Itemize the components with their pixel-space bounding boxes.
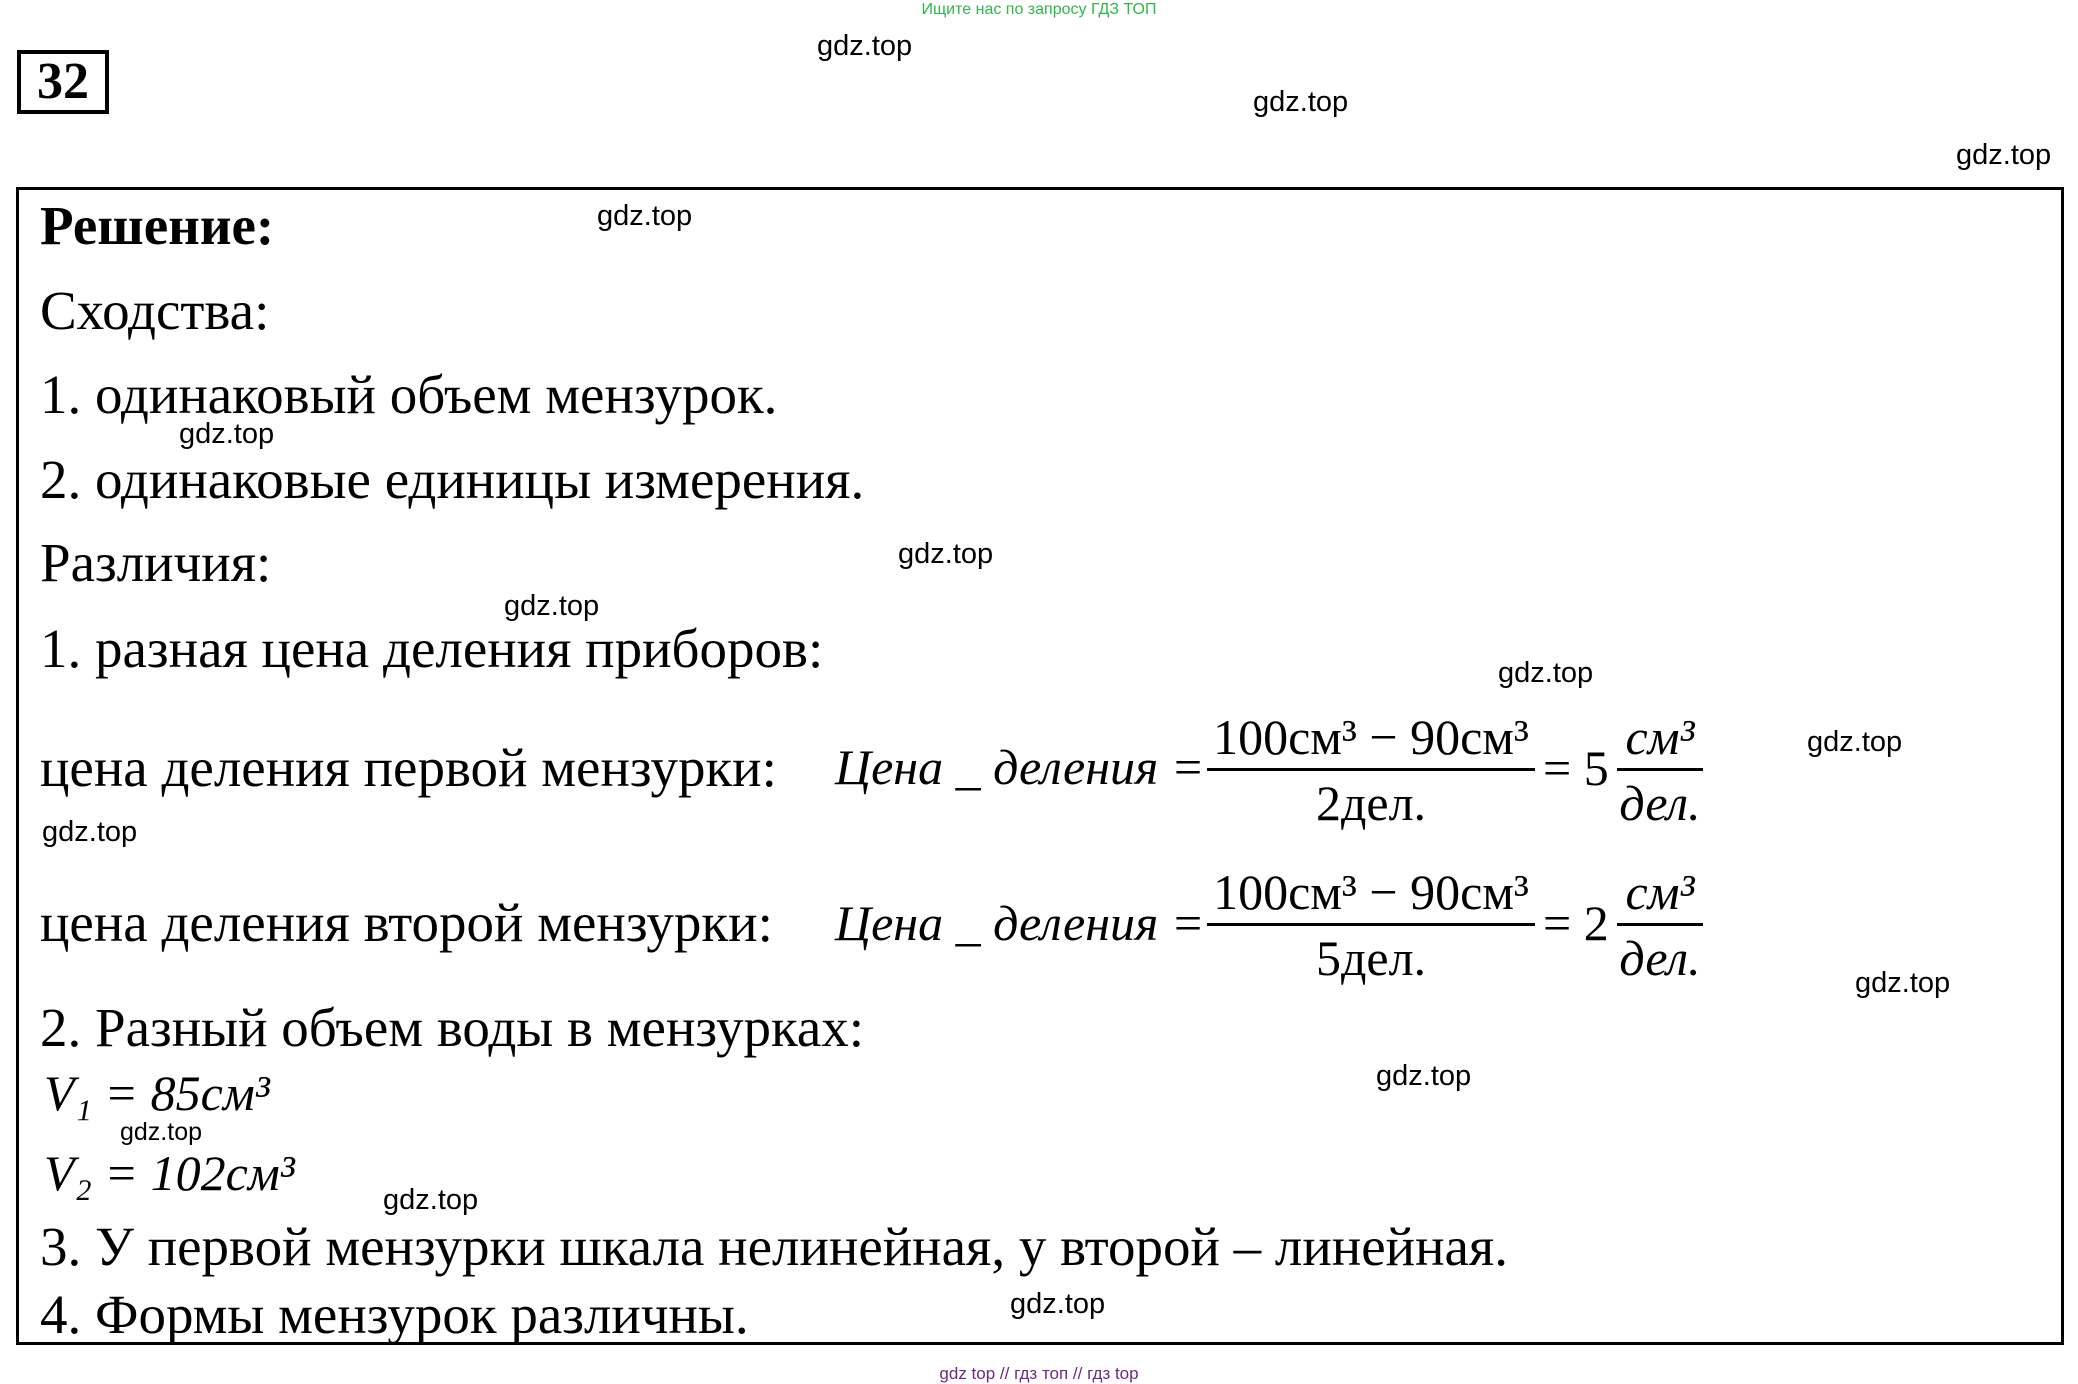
watermark: gdz.top (42, 816, 138, 848)
differences-title: Различия: (40, 532, 272, 593)
similarities-title: Сходства: (40, 280, 270, 341)
fraction-bar (1617, 768, 1703, 771)
unit-denominator: дел. (1619, 930, 1701, 986)
unit-numerator: см³ (1625, 864, 1695, 920)
second-result-coef: = 2 (1543, 895, 1609, 951)
search-hint-banner: Ищите нас по запросу ГДЗ ТОП (921, 1, 1157, 18)
second-price-fraction (1207, 864, 1535, 987)
price-formula-lhs: Цена _ деления = (835, 739, 1205, 795)
fraction-bar (1617, 923, 1703, 926)
second-unit-fraction (1617, 864, 1703, 987)
price-formula-lhs: Цена _ деления = (835, 895, 1205, 951)
solution-heading: Решение: (40, 195, 275, 256)
first-result-coef: = 5 (1543, 740, 1609, 796)
first-price-fraction (1207, 709, 1535, 832)
second-beaker-label: цена деления второй мензурки: (40, 892, 773, 953)
fraction-bar (1207, 768, 1535, 771)
first-beaker-label: цена деления первой мензурки: (40, 737, 777, 798)
watermark: gdz.top (1956, 139, 2052, 171)
similarity-2: 2. одинаковые единицы измерения. (40, 449, 865, 510)
volume-v1: V₁ = 85см³ (44, 1065, 270, 1121)
difference-2: 2. Разный объем воды в мензурках: (40, 997, 865, 1058)
volume-v2: V₂ = 102см³ (44, 1145, 295, 1201)
difference-1: 1. разная цена деления приборов: (40, 618, 824, 679)
watermark: gdz.top (1855, 967, 1951, 999)
first-unit-fraction (1617, 709, 1703, 832)
problem-number: 32 (17, 50, 109, 114)
watermark: gdz.top (817, 30, 913, 62)
difference-3: 3. У первой мензурки шкала нелинейная, у второй – линейная. (40, 1216, 1508, 1277)
similarity-1: 1. одинаковый объем мензурок. (40, 364, 778, 425)
watermark: gdz.top (179, 418, 275, 450)
difference-4: 4. Формы мензурок различны. (40, 1284, 749, 1345)
watermark: gdz.top (1807, 726, 1903, 758)
first-denominator: 2дел. (1315, 775, 1427, 831)
watermark: gdz.top (1010, 1288, 1106, 1320)
watermark: gdz.top (597, 200, 693, 232)
unit-numerator: см³ (1625, 709, 1695, 765)
second-numerator: 100см³ − 90см³ (1213, 864, 1529, 920)
watermark: gdz.top (383, 1184, 479, 1216)
second-denominator: 5дел. (1315, 930, 1427, 986)
unit-denominator: дел. (1619, 775, 1701, 831)
fraction-bar (1207, 923, 1535, 926)
first-numerator: 100см³ − 90см³ (1213, 709, 1529, 765)
footer-links: gdz top // гдз топ // гдз top (939, 1364, 1139, 1383)
watermark: gdz.top (898, 538, 994, 570)
watermark: gdz.top (1253, 86, 1349, 118)
watermark: gdz.top (1498, 657, 1594, 689)
watermark: gdz.top (504, 590, 600, 622)
watermark: gdz.top (120, 1118, 203, 1146)
watermark: gdz.top (1376, 1060, 1472, 1092)
